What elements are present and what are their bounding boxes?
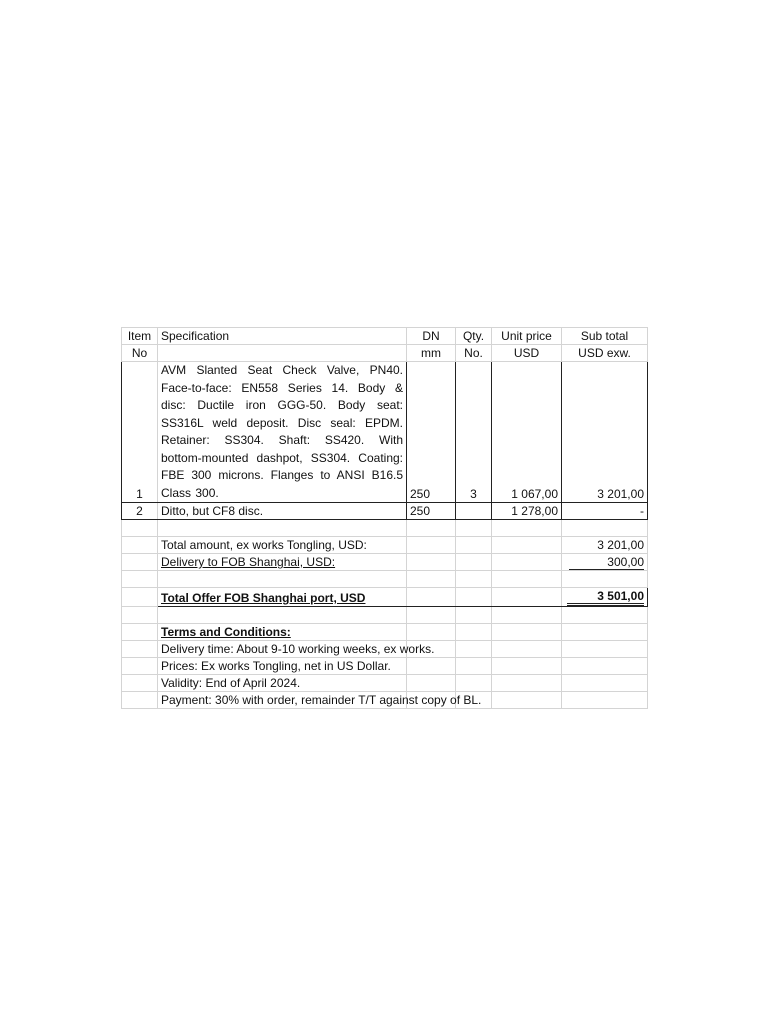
item-1-dn: 250 [407, 362, 456, 503]
item-2-sub-total: - [562, 503, 648, 520]
total-amount-value: 3 201,00 [562, 537, 648, 554]
terms-validity: Validity: End of April 2024. [158, 675, 407, 692]
table-row-item-2 [122, 503, 648, 520]
item-1-specification: AVM Slanted Seat Check Valve, PN40. Face-to-face: EN558 Series 14. Body & disc: Ductile iron GGG-50. Body seat: SS316L weld deposit. Disc seal: EPDM. Retainer: SS304. Shaft: SS420. With bottom-mounted dashpot, SS304. Coating: FBE 300 microns. Flanges to ANSI B16.5 Class 300. [158, 362, 407, 503]
quotation-sheet [121, 327, 647, 709]
terms-line-row [122, 692, 648, 709]
item-1-unit-price: 1 067,00 [492, 362, 562, 503]
header-row-2 [122, 345, 648, 362]
delivery-value: 300,00 [569, 555, 644, 570]
header-sub-total-basis: USD exw. [562, 345, 648, 362]
spacer-row-3 [122, 607, 648, 624]
terms-payment: Payment: 30% with order, remainder T/T against copy of BL. [158, 692, 407, 709]
header-qty-unit: No. [456, 345, 492, 362]
header-specification: Specification [158, 328, 407, 345]
terms-line-row [122, 641, 648, 658]
total-offer-label: Total Offer FOB Shanghai port, USD [158, 588, 407, 607]
item-2-specification: Ditto, but CF8 disc. [158, 503, 407, 520]
header-dn: DN [407, 328, 456, 345]
item-2-dn: 250 [407, 503, 456, 520]
delivery-row [122, 554, 648, 571]
total-offer-value: 3 501,00 [567, 590, 644, 606]
item-2-no: 2 [122, 503, 158, 520]
terms-line-row [122, 658, 648, 675]
spacer-row [122, 520, 648, 537]
terms-prices: Prices: Ex works Tongling, net in US Dollar. [158, 658, 407, 675]
header-dn-unit: mm [407, 345, 456, 362]
terms-heading: Terms and Conditions: [158, 624, 407, 641]
header-item: Item [122, 328, 158, 345]
item-1-qty: 3 [456, 362, 492, 503]
header-row-1 [122, 328, 648, 345]
terms-line-row [122, 675, 648, 692]
spacer-row-2 [122, 571, 648, 588]
total-amount-label: Total amount, ex works Tongling, USD: [158, 537, 407, 554]
header-specification-2 [158, 345, 407, 362]
terms-delivery-time: Delivery time: About 9-10 working weeks, ex works. [158, 641, 407, 658]
item-1-no: 1 [122, 362, 158, 503]
delivery-label: Delivery to FOB Shanghai, USD: [158, 554, 407, 571]
item-2-unit-price: 1 278,00 [492, 503, 562, 520]
total-amount-row [122, 537, 648, 554]
quotation-table [121, 327, 648, 709]
header-unit-price: Unit price [492, 328, 562, 345]
header-sub-total: Sub total [562, 328, 648, 345]
header-unit-price-currency: USD [492, 345, 562, 362]
header-qty: Qty. [456, 328, 492, 345]
terms-heading-row [122, 624, 648, 641]
total-offer-row [122, 588, 648, 607]
item-2-qty [456, 503, 492, 520]
item-1-sub-total: 3 201,00 [562, 362, 648, 503]
header-item-no: No [122, 345, 158, 362]
table-row-item-1 [122, 362, 648, 503]
